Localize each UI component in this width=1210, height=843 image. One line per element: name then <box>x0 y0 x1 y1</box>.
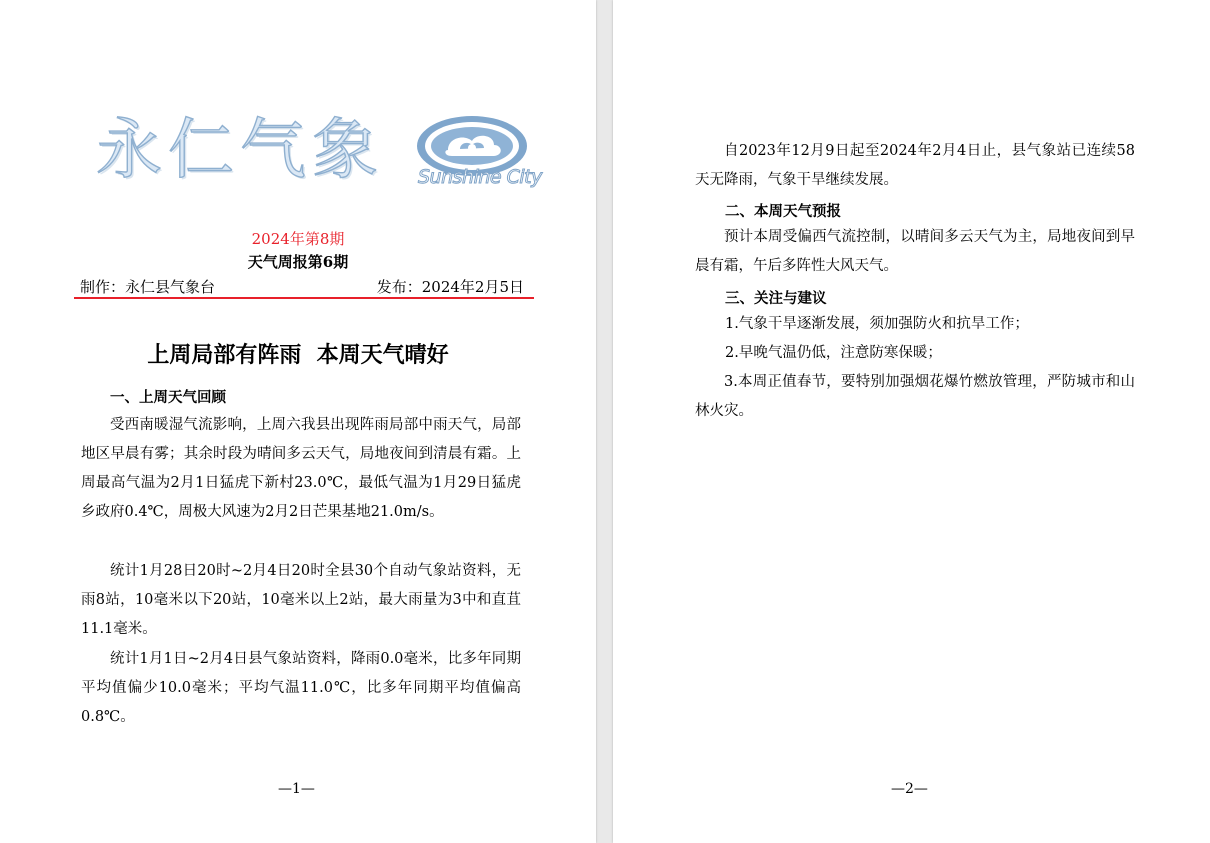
logo-title: 永仁气象 <box>96 111 384 188</box>
logo-subtitle: Sunshine City <box>418 166 542 188</box>
document-page-1 <box>0 0 596 843</box>
logo <box>96 108 542 198</box>
review-paragraph-2: 统计1月28日20时~2月4日20时全县30个自动气象站资料，无雨8站，10毫米以下20站，10毫米以上2站，最大雨量为3中和直苴11.1毫米。 <box>81 563 521 637</box>
page-number-2: —2— <box>891 781 928 797</box>
advice-item-1: 1.气象干旱逐渐发展，须加强防火和抗旱工作； <box>725 316 1029 332</box>
page-number-1: —1— <box>278 781 315 797</box>
headline: 上周局部有阵雨 本周天气晴好 <box>147 342 449 368</box>
meta-row <box>80 276 524 297</box>
review-paragraph-1: 受西南暖湿气流影响，上周六我县出现阵雨局部中雨天气，局部地区早晨有雾；其余时段为晴间多云天气，局地夜间到清晨有霜。上周最高气温为2月1日猛虎下新村23.0℃，最低气温为1月29日猛虎乡政府0.4℃，周极大风速为2月2日芒果基地21.0m/s。 <box>81 417 521 520</box>
advice-item-2: 2.早晚气温仍低，注意防寒保暖； <box>725 345 942 361</box>
section-heading-advice: 三、关注与建议 <box>725 291 827 307</box>
review-paragraph-3: 统计1月1日~2月4日县气象站资料，降雨0.0毫米，比多年同期平均值偏少10.0毫米；平均气温11.0℃，比多年同期平均值偏高0.8℃。 <box>81 651 521 725</box>
issue-number: 2024年第8期 <box>251 230 345 248</box>
section-heading-forecast: 二、本周天气预报 <box>725 204 841 220</box>
forecast-paragraph: 预计本周受偏西气流控制，以晴间多云天气为主，局地夜间到早晨有霜，午后多阵性大风天气。 <box>695 229 1135 274</box>
bulletin-title: 天气周报第6期 <box>247 253 349 271</box>
publish-date: 发布：2024年2月5日 <box>376 278 524 296</box>
drought-paragraph: 自2023年12月9日起至2024年2月4日止，县气象站已连续58天无降雨，气象干旱继续发展。 <box>695 143 1135 188</box>
advice-item-3: 3.本周正值春节，要特别加强烟花爆竹燃放管理，严防城市和山林火灾。 <box>695 374 1135 419</box>
producer: 制作：永仁县气象台 <box>80 278 216 296</box>
header-divider <box>74 297 534 299</box>
section-heading-review: 一、上周天气回顾 <box>110 390 226 406</box>
document-page-2 <box>613 0 1210 843</box>
